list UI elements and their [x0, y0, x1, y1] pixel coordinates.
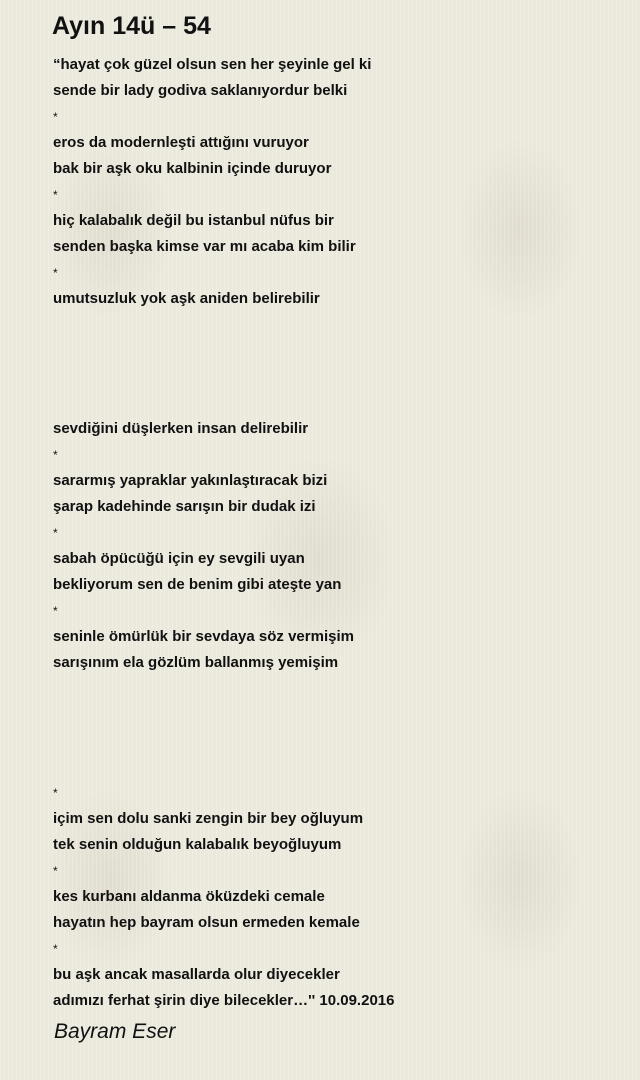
poem-line: sararmış yapraklar yakınlaştıracak bizi	[53, 472, 328, 489]
blank-line	[53, 390, 613, 416]
blank-line	[53, 676, 613, 702]
poem-line: sabah öpücüğü için ey sevgili uyan	[53, 550, 305, 567]
poem-line: bekliyorum sen de benim gibi ateşte yan	[53, 576, 342, 593]
stanza-separator: *	[53, 448, 58, 462]
poem-line: senden başka kimse var mı acaba kim bilir	[53, 238, 356, 255]
stanza-separator: *	[53, 786, 58, 800]
poem-line: bak bir aşk oku kalbinin içinde duruyor	[53, 160, 332, 177]
poem-line: şarap kadehinde sarışın bir dudak izi	[53, 498, 316, 515]
poem-line: sevdiğini düşlerken insan delirebilir	[53, 420, 309, 437]
stanza-separator: *	[53, 526, 58, 540]
poem-body	[53, 52, 613, 1014]
blank-line	[53, 702, 613, 728]
stanza-separator: *	[53, 604, 58, 618]
blank-line	[53, 754, 613, 780]
poem-line: sarışınım ela gözlüm ballanmış yemişim	[53, 654, 339, 671]
stanza-separator: *	[53, 188, 58, 202]
blank-line	[53, 364, 613, 390]
stanza-separator: *	[53, 266, 58, 280]
poem-line: tek senin olduğun kalabalık beyoğluyum	[53, 836, 342, 853]
poem-line: hayatın hep bayram olsun ermeden kemale	[53, 914, 360, 931]
poem-line: adımızı ferhat şirin diye bilecekler…'' 10.09.2016	[53, 992, 395, 1009]
blank-line	[53, 728, 613, 754]
poem-line: kes kurbanı aldanma öküzdeki cemale	[53, 888, 325, 905]
poem-line: seninle ömürlük bir sevdaya söz vermişim	[53, 628, 354, 645]
stanza-separator: *	[53, 110, 58, 124]
author-signature: Bayram Eser	[54, 1020, 176, 1043]
stanza-separator: *	[53, 864, 58, 878]
poem-line: sende bir lady godiva saklanıyordur belki	[53, 82, 348, 99]
poem-line: hiç kalabalık değil bu istanbul nüfus bir	[53, 212, 334, 229]
poem-line: içim sen dolu sanki zengin bir bey oğluyum	[53, 810, 364, 827]
blank-line	[53, 338, 613, 364]
poem-line: eros da modernleşti attığını vuruyor	[53, 134, 309, 151]
blank-line	[53, 312, 613, 338]
poem-line: bu aşk ancak masallarda olur diyecekler	[53, 966, 340, 983]
poem-title: Ayın 14ü – 54	[52, 12, 211, 40]
poem-line: “hayat çok güzel olsun sen her şeyinle gel ki	[53, 56, 372, 73]
poem-line: umutsuzluk yok aşk aniden belirebilir	[53, 290, 320, 307]
stanza-separator: *	[53, 942, 58, 956]
